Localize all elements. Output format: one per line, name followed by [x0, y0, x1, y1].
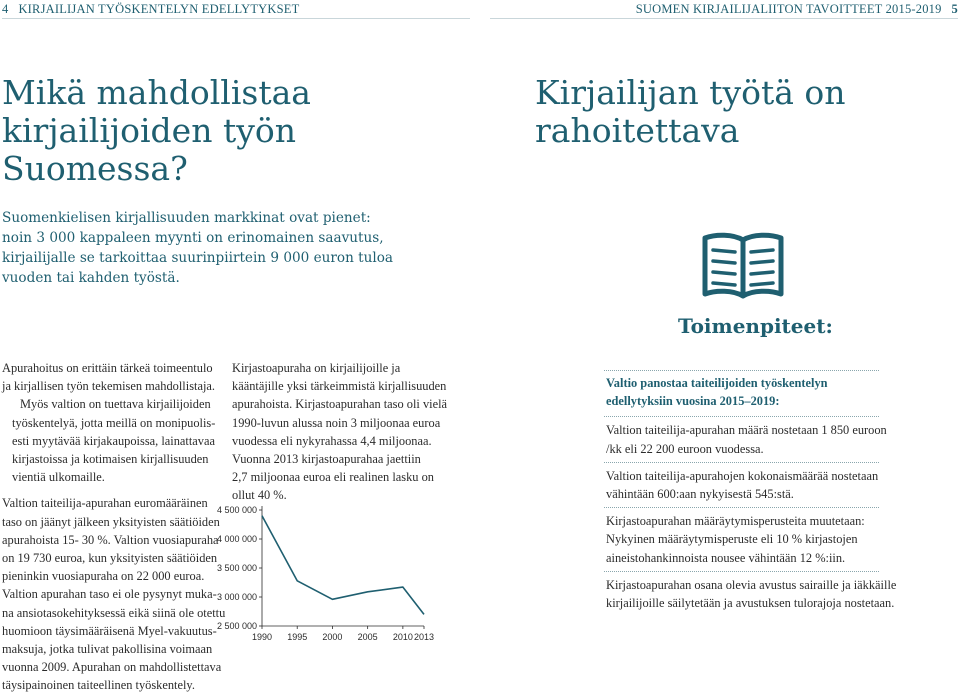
y-tick-label: 2 500 000	[217, 621, 257, 631]
measure-item	[606, 421, 879, 457]
paragraph	[232, 359, 418, 505]
measure-item	[606, 467, 879, 503]
text-line: Valtion apurahan taso ei ole pysynyt muka-	[2, 585, 230, 603]
left-page-number: 4	[2, 2, 8, 16]
right-title-line: Kirjailijan työtä on	[535, 74, 955, 112]
text-line: täysipainoinen taiteellinen työskentely.	[2, 676, 230, 694]
right-running-header	[636, 2, 958, 17]
paragraph	[2, 395, 230, 486]
text-line: kirjailijoille säilytetään ja avustuksen tulorajoja nostetaan.	[606, 594, 879, 612]
left-title-line: kirjailijoiden työn	[2, 112, 362, 150]
text-line: ja kirjallisen työn tekemisen mahdollistaja.	[2, 377, 230, 395]
text-line: /kk eli 22 200 euroon vuodessa.	[606, 440, 879, 458]
text-line: esti myytävää kirjakaupoissa, lainattavaa	[2, 432, 230, 450]
y-tick-label: 4 500 000	[217, 505, 257, 515]
text-line: Valtion taiteilija-apurahojen kokonaismäärää nostetaan	[606, 467, 879, 485]
text-line: ollut 40 %.	[232, 486, 418, 504]
text-line: maksuja, jotka tulivat pakollisina voimaan	[2, 640, 230, 658]
dotted-divider	[604, 370, 879, 371]
body-column-2	[232, 359, 418, 505]
text-line: edellytyksiin vuosina 2015–2019:	[606, 392, 879, 410]
measures-heading: Toimenpiteet:	[678, 314, 833, 338]
x-tick-label: 2005	[358, 632, 378, 642]
lead-line: kirjailijalle se tarkoittaa suurinpiirtein 9 000 euron tuloa	[2, 248, 374, 268]
x-tick-label: 2000	[322, 632, 342, 642]
text-line: vientiä ulkomaille.	[2, 468, 230, 486]
right-header-title: SUOMEN KIRJAILIJALIITON TAVOITTEET 2015-2019	[636, 2, 942, 16]
right-page-number: 5	[952, 2, 958, 16]
measures-box	[604, 370, 879, 616]
text-line: kääntäjille yksi tärkeimmistä kirjallisuuden	[232, 377, 418, 395]
right-page-title	[535, 74, 955, 150]
lead-paragraph	[2, 208, 374, 288]
text-line: 2,7 miljoonaa euroa eli realinen lasku on	[232, 468, 418, 486]
text-line: Valtion taiteilija-apurahan määrä nostetaan 1 850 euroon	[606, 421, 879, 439]
right-header-rule	[490, 18, 958, 19]
text-line: Kirjastoapuraha on kirjailijoille ja	[232, 359, 418, 377]
text-line: Apurahoitus on erittäin tärkeä toimeentulo	[2, 359, 230, 377]
text-line: apurahoista 15- 30 %. Valtion vuosiapuraha	[2, 531, 230, 549]
text-line: vuonna 2009. Apurahan on mahdollistettava	[2, 658, 230, 676]
lead-line: noin 3 000 kappaleen myynti on erinomainen saavutus,	[2, 228, 374, 248]
text-line: huomioon täysimääräisenä Myel-vakuutus-	[2, 622, 230, 640]
text-line: Nykyinen määräytymisperuste eli 10 % kirjastojen	[606, 530, 879, 548]
lead-line: Suomenkielisen kirjallisuuden markkinat ovat pienet:	[2, 208, 374, 228]
body-column-1	[2, 359, 230, 695]
dotted-divider	[604, 571, 879, 572]
lead-line: vuoden tai kahden työstä.	[2, 268, 374, 288]
text-line: vuodessa eli nykyrahassa 4,4 miljoonaa.	[232, 432, 418, 450]
text-line: on 19 730 euroa, kun yksityisten säätiöiden	[2, 549, 230, 567]
text-line: Myös valtion on tuettava kirjailijoiden	[2, 395, 230, 413]
dotted-divider	[604, 416, 879, 417]
x-tick-label: 1995	[287, 632, 307, 642]
x-tick-label: 1990	[252, 632, 272, 642]
series-line	[262, 516, 424, 615]
x-tick-label: 2010	[393, 632, 413, 642]
y-tick-label: 4 000 000	[217, 534, 257, 544]
text-line: kirjastoissa ja kotimaisen kirjallisuuden	[2, 450, 230, 468]
measure-item	[606, 512, 879, 567]
library-grant-line-chart	[214, 500, 434, 648]
text-line: vähintään 600:aan nykyisestä 545:stä.	[606, 485, 879, 503]
y-tick-label: 3 000 000	[217, 592, 257, 602]
measure-item	[606, 576, 879, 612]
left-page-title	[2, 74, 362, 188]
text-line: apurahoista. Kirjastoapurahan taso oli vielä	[232, 395, 418, 413]
measures-box-title	[606, 374, 879, 410]
text-line: Vuonna 2013 kirjastoapurahaa jaettiin	[232, 450, 418, 468]
x-tick-label: 2013	[414, 632, 434, 642]
text-line: Kirjastoapurahan osana olevia avustus sairaille ja iäkkäille	[606, 576, 879, 594]
paragraph	[2, 359, 230, 395]
text-line: na ansiotasokehityksessä eikä siinä ole otettu	[2, 604, 230, 622]
text-line: pieninkin vuosiapuraha on 22 000 euroa.	[2, 567, 230, 585]
text-line: Valtion taiteilija-apurahan euromääräinen	[2, 494, 230, 512]
text-line: Valtio panostaa taiteilijoiden työskentelyn	[606, 374, 879, 392]
left-running-header	[2, 2, 299, 17]
y-tick-label: 3 500 000	[217, 563, 257, 573]
text-line: työskentelyä, jotta meillä on monipuolis-	[2, 414, 230, 432]
left-title-line: Suomessa?	[2, 150, 362, 188]
text-line: taso on jäänyt jälkeen yksityisten säätiöiden	[2, 513, 230, 531]
paragraph	[2, 494, 230, 694]
text-line: aineistohankinnoista nousee vähintään 12 %:iin.	[606, 549, 879, 567]
text-line: Kirjastoapurahan määräytymisperusteita muutetaan:	[606, 512, 879, 530]
dotted-divider	[604, 462, 879, 463]
left-header-title: KIRJAILIJAN TYÖSKENTELYN EDELLYTYKSET	[18, 2, 299, 16]
text-line: 1990-luvun alussa noin 3 miljoonaa euroa	[232, 414, 418, 432]
dotted-divider	[604, 507, 879, 508]
open-book-icon	[700, 230, 786, 300]
left-title-line: Mikä mahdollistaa	[2, 74, 362, 112]
right-title-line: rahoitettava	[535, 112, 955, 150]
left-header-rule	[2, 18, 470, 19]
